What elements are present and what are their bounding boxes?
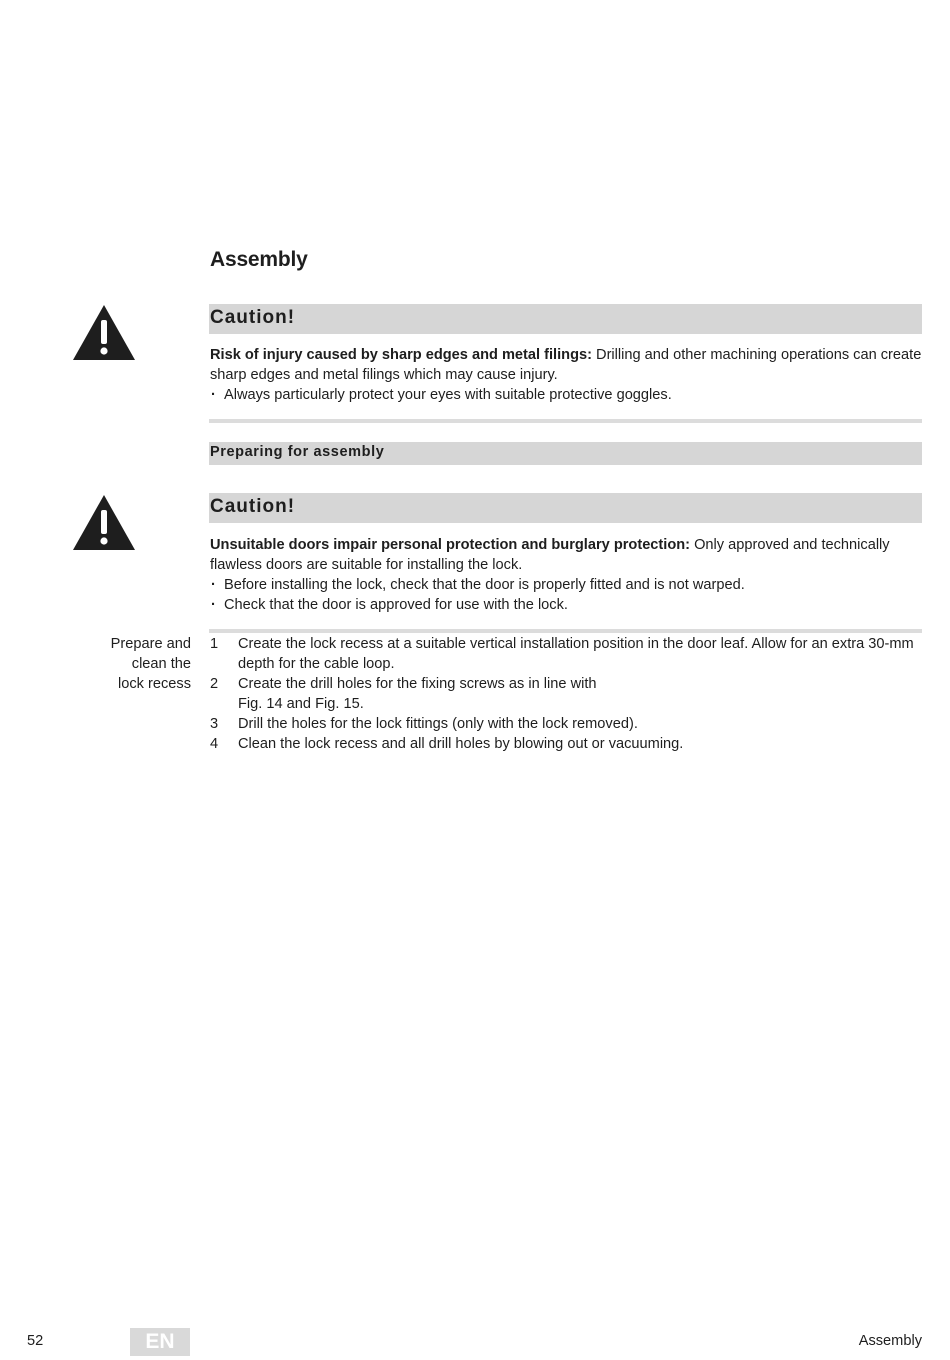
language-badge: EN [130, 1328, 190, 1356]
caution-body [210, 535, 922, 615]
step-text: Clean the lock recess and all drill holes by blowing out or vacuuming. [238, 736, 684, 752]
warning-triangle-icon [72, 303, 136, 361]
section-divider [209, 419, 922, 423]
section-divider [209, 629, 922, 633]
caution-heading-bar [209, 493, 922, 523]
step-item [210, 674, 922, 714]
step-number: 3 [210, 716, 219, 732]
margin-note-line: Prepare and [110, 636, 191, 652]
caution-body [210, 345, 922, 405]
margin-note-line: lock recess [118, 676, 191, 692]
margin-note-line: clean the [131, 656, 191, 672]
caution-lead-text: Drilling and other machining operations can create sharp edges and metal filings which may cause injury. [210, 347, 922, 383]
caution-bullet: · Check that the door is approved for use with the lock. [210, 595, 922, 615]
step-item [210, 634, 922, 674]
subheading-bar [209, 442, 922, 465]
caution-heading-bar [209, 304, 922, 334]
footer-section-title: Assembly [858, 1333, 922, 1349]
step-text: Drill the holes for the lock fittings (only with the lock removed). [238, 716, 638, 732]
step-number: 4 [210, 736, 219, 752]
caution-lead-text: Only approved and technically flawless doors are suitable for installing the lock. [210, 537, 890, 573]
step-text: Fig. 14 and Fig. 15. [238, 696, 364, 712]
caution-lead-bold: Risk of injury caused by sharp edges and metal filings: [210, 347, 592, 363]
step-text: Create the drill holes for the fixing screws as in line with [238, 676, 597, 692]
caution-heading: Caution! [210, 307, 296, 328]
step-list [210, 634, 922, 754]
subheading: Preparing for assembly [210, 444, 385, 460]
caution-lead [210, 535, 922, 575]
caution-lead-bold: Unsuitable doors impair personal protection and burglary protection: [210, 537, 691, 553]
caution-bullet: · Always particularly protect your eyes with suitable protective goggles. [210, 385, 922, 405]
page-number: 52 [27, 1333, 44, 1349]
caution-lead [210, 345, 922, 385]
step-item [210, 734, 922, 754]
caution-heading: Caution! [210, 496, 296, 517]
step-text: Create the lock recess at a suitable vertical installation position in the door leaf. Allow for an extra 30-mm depth for the cable loop. [238, 636, 914, 672]
caution-bullet: · Before installing the lock, check that the door is properly fitted and is not warped. [210, 575, 922, 595]
warning-triangle-icon [72, 493, 136, 551]
step-number: 1 [210, 636, 219, 652]
margin-note [80, 634, 191, 694]
section-title: Assembly [210, 248, 308, 271]
step-number: 2 [210, 676, 219, 692]
step-item [210, 714, 922, 734]
